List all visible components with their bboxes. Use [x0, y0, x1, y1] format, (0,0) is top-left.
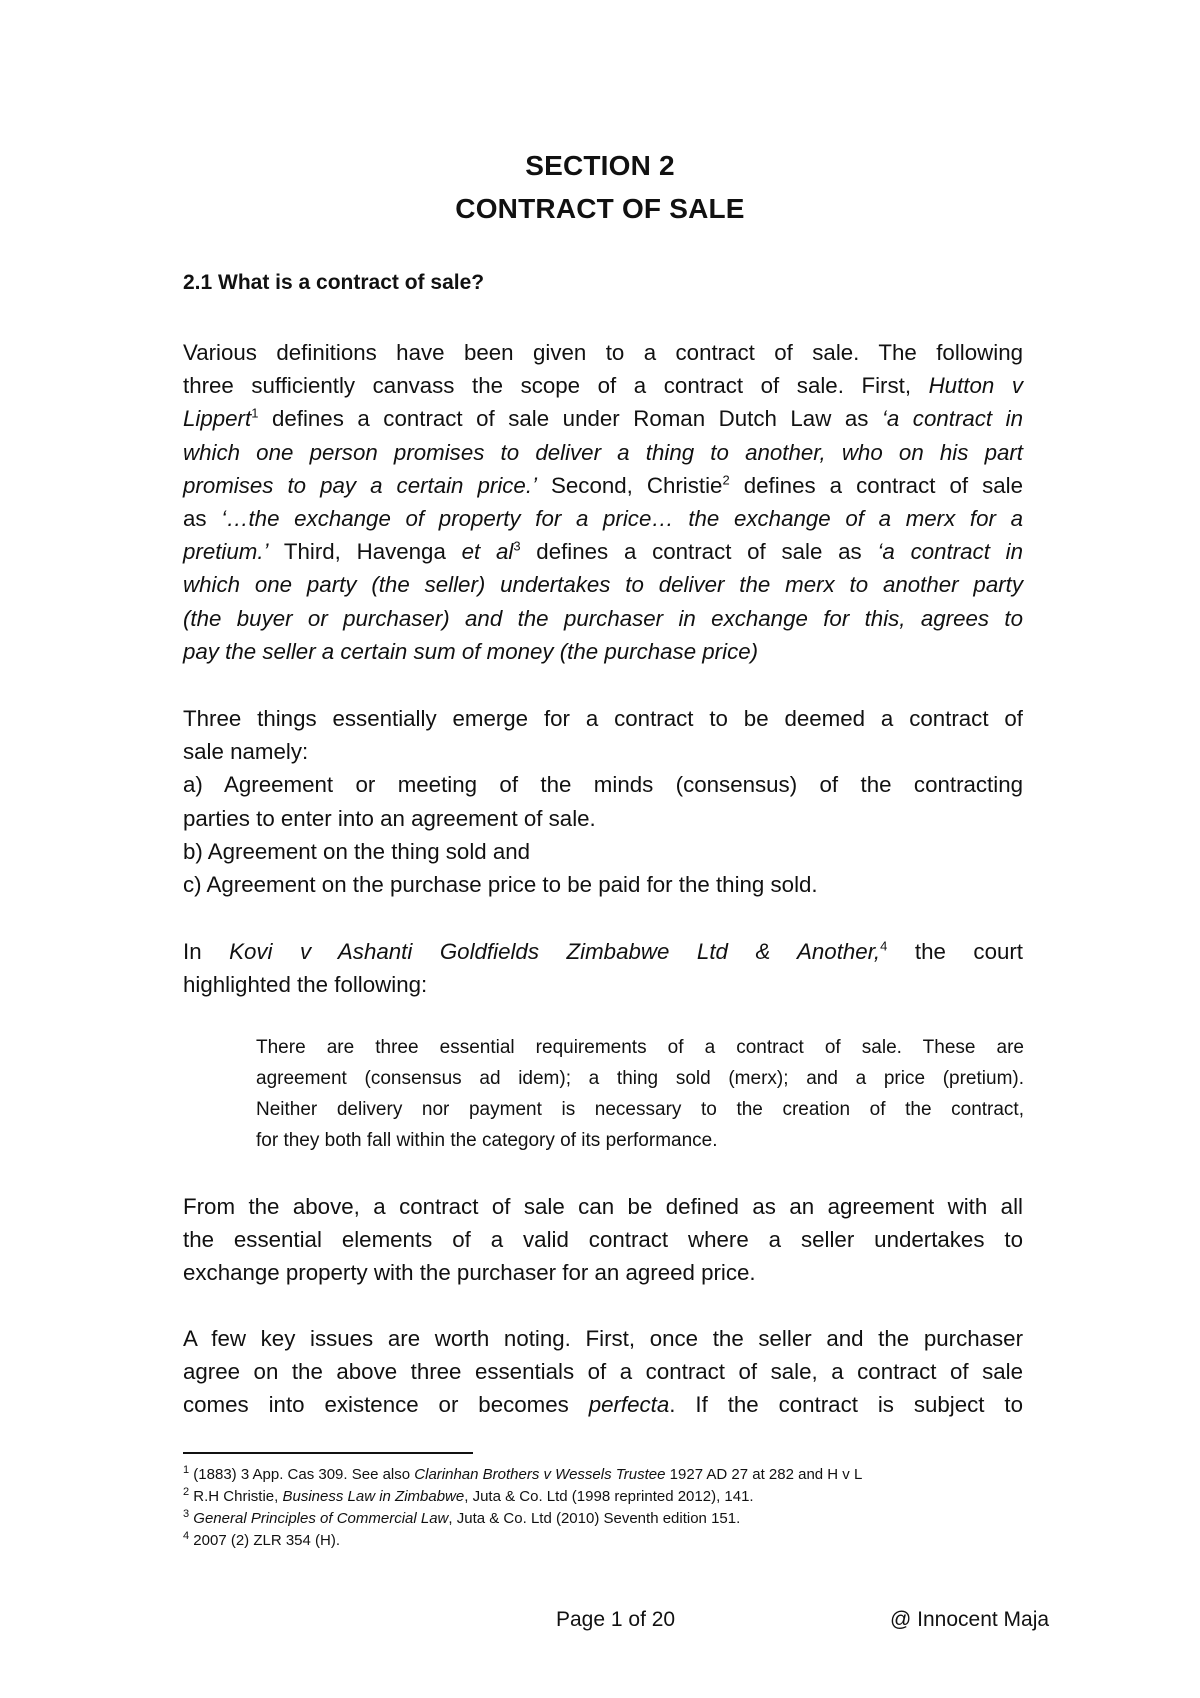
- footnote: $^4$ 2007 (2) ZLR 354 (H).: [183, 1530, 341, 1549]
- quote-line: Neither delivery nor payment is necessary to the creation of the contract,: [256, 1099, 1024, 1120]
- paragraph-definition-summary: [183, 1190, 1023, 1290]
- case-name: Kovi v Ashanti Goldfields Zimbabwe Ltd & Another,: [229, 939, 881, 964]
- text-line: which one party (the seller) undertakes to deliver the merx to another party: [183, 572, 1023, 598]
- paragraph-case-intro: [183, 935, 1023, 1001]
- subsection-heading: 2.1 What is a contract of sale?: [183, 271, 485, 294]
- footnote-ref-2: 2: [722, 472, 730, 488]
- page-number: Page 1 of 20: [556, 1608, 676, 1631]
- paragraph-definitions: [183, 336, 1023, 668]
- text-line: pay the seller a certain sum of money (the purchase price): [183, 638, 759, 664]
- list-item: a) Agreement or meeting of the minds (consensus) of the contracting: [183, 772, 1023, 798]
- footnote-ref-3: 3: [513, 538, 521, 554]
- quote-line: There are three essential requirements of a contract of sale. These are: [256, 1037, 1024, 1058]
- text-line: comes into existence or becomes perfecta. If the contract is subject to: [183, 1392, 1024, 1418]
- list-item: b) Agreement on the thing sold and: [183, 838, 531, 864]
- text-line: parties to enter into an agreement of sale.: [183, 805, 596, 831]
- footnote: $^1$ (1883) 3 App. Cas 309. See also Clarinhan Brothers v Wessels Trustee 1927 AD 27 at 282 and H v L: [183, 1464, 863, 1483]
- footnote-ref-1: 1: [251, 405, 259, 421]
- text-line: Three things essentially emerge for a contract to be deemed a contract of: [183, 706, 1023, 731]
- text-line: A few key issues are worth noting. First, once the seller and the purchaser: [183, 1326, 1023, 1351]
- text-line: pretium.’ Third, Havenga et $al^3$ defines a contract of sale as ‘a contract in: [183, 538, 1023, 565]
- paragraph-essentials: [183, 702, 1023, 901]
- paragraph-key-issues: [183, 1322, 1023, 1422]
- list-item: c) Agreement on the purchase price to be paid for the thing sold.: [183, 872, 818, 898]
- text-line: the essential elements of a valid contract where a seller undertakes to: [183, 1227, 1023, 1253]
- text-line: (the buyer or purchaser) and the purchaser in exchange for this, agrees to: [183, 605, 1023, 631]
- text-line: In Kovi v Ashanti Goldfields Zimbabwe Ltd & Another,$^4$ the court: [183, 938, 1023, 964]
- text-line: From the above, a contract of sale can be defined as an agreement with all: [183, 1194, 1023, 1219]
- text-line: promises to pay a certain price.’ Second, Christie$^2$ defines a contract of sale: [183, 472, 1023, 498]
- quote-line: for they both fall within the category of its performance.: [256, 1130, 718, 1151]
- text-line: Lippert$^1$ defines a contract of sale under Roman Dutch Law as ‘a contract in: [183, 405, 1023, 432]
- footnote: $^3$ General Principles of Commercial Law, Juta & Co. Ltd (2010) Seventh edition 151.: [183, 1508, 741, 1527]
- footnote-separator: [183, 1452, 473, 1454]
- text-line: exchange property with the purchaser for an agreed price.: [183, 1260, 756, 1286]
- text-line: Various definitions have been given to a contract of sale. The following: [183, 340, 1023, 365]
- section-number-heading: SECTION 2: [525, 150, 675, 181]
- section-title-heading: CONTRACT OF SALE: [455, 193, 745, 224]
- author-credit: @ Innocent Maja: [890, 1608, 1050, 1631]
- text-line: sale namely:: [183, 739, 309, 765]
- block-quote: [256, 1032, 1024, 1156]
- text-line: three sufficiently canvass the scope of a contract of sale. First, Hutton v: [183, 373, 1023, 399]
- footnote: $^2$ R.H Christie, Business Law in Zimbabwe, Juta & Co. Ltd (1998 reprinted 2012), 141.: [183, 1486, 754, 1505]
- quote-line: agreement (consensus ad idem); a thing sold (merx); and a price (pretium).: [256, 1068, 1024, 1089]
- footnotes: [183, 1464, 1043, 1552]
- text-line: agree on the above three essentials of a contract of sale, a contract of sale: [183, 1359, 1023, 1385]
- text-line: which one person promises to deliver a thing to another, who on his part: [183, 439, 1023, 465]
- text-line: highlighted the following:: [183, 972, 428, 998]
- footnote-ref-4: 4: [880, 938, 888, 954]
- text-line: as ‘…the exchange of property for a price… the exchange of a merx for a: [183, 506, 1024, 532]
